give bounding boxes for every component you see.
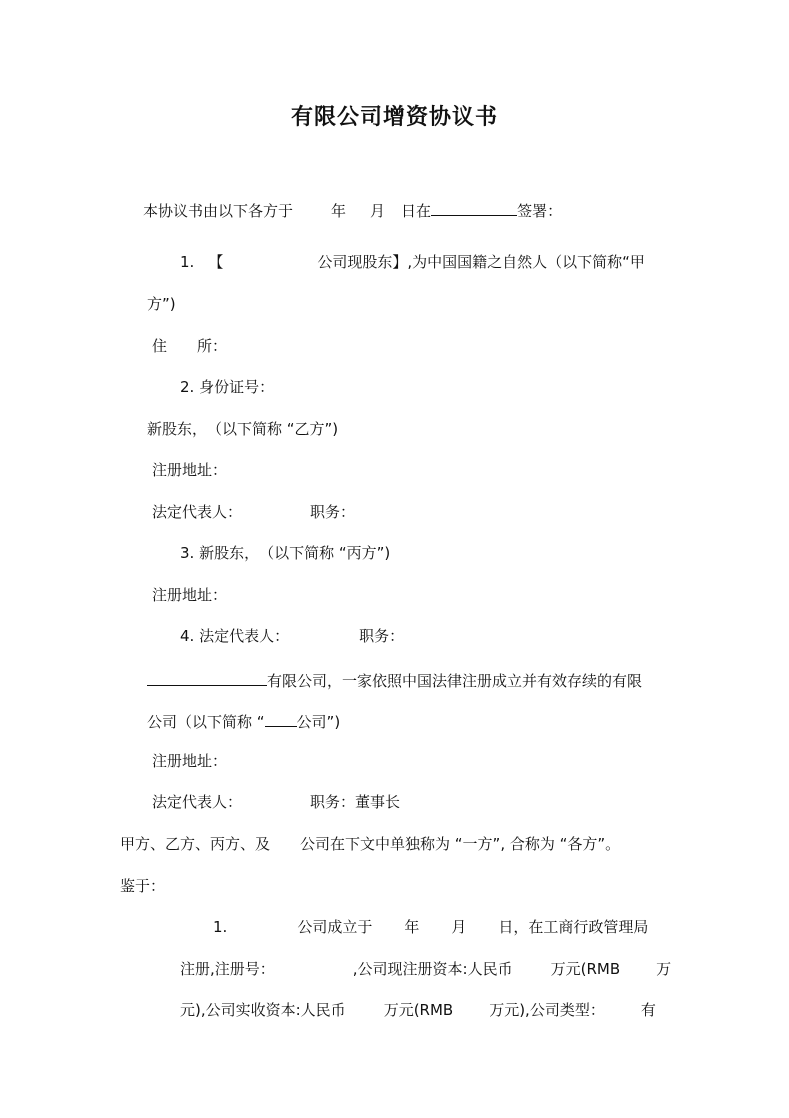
parties-note-prefix: 甲方、乙方、丙方、及 (120, 835, 271, 853)
party-c-name: 3. 新股东， （以下简称 “丙方”) (180, 544, 391, 562)
company-abbr-blank[interactable] (265, 709, 297, 727)
party-a-desc-cont: 方”) (147, 295, 176, 313)
clause1-line3 (180, 1000, 656, 1020)
year-label: 年 (404, 918, 420, 936)
reg-no-label: 注册,注册号： (180, 960, 275, 978)
clause1-line1 (213, 917, 648, 937)
company-reg-address: 注册地址： (152, 752, 228, 770)
party-c-reg-address: 注册地址： (152, 586, 228, 604)
whereas-heading: 鉴于： (120, 877, 166, 895)
company-name-blank[interactable] (147, 668, 267, 686)
legal-rep-label: 法定代表人： (152, 793, 243, 811)
wan-rmb-label: 万元(RMB (383, 1001, 454, 1019)
intro-year: 年 (331, 202, 347, 220)
established-label: 公司成立于 (297, 918, 373, 936)
position-label: 职务：董事长 (310, 793, 401, 811)
company-type-label: 万元),公司类型： (489, 1001, 605, 1019)
wan-rmb-label: 万元(RMB (550, 960, 621, 978)
party-a-address: 住 所： (152, 337, 228, 355)
position-label: 职务： (359, 627, 405, 645)
company-abbr-suffix: 公司”) (296, 713, 341, 731)
intro-month: 月 (370, 202, 386, 220)
position-label: 职务： (310, 503, 356, 521)
party-b-legal-rep-line (152, 502, 355, 522)
month-label: 月 (451, 918, 467, 936)
company-desc-cont (147, 709, 340, 732)
company-desc-line (147, 668, 642, 691)
intro-prefix: 本协议书由以下各方于 (143, 202, 294, 220)
company-legal-rep-line (152, 792, 400, 812)
day-label: 日，在工商行政管理局 (498, 918, 649, 936)
parties-note-line (120, 834, 620, 854)
bracket-close: 】 (392, 253, 408, 271)
paid-capital-label: 元),公司实收资本:人民币 (180, 1001, 346, 1019)
intro-suffix: 签署： (517, 202, 563, 220)
clause1-line2 (180, 959, 671, 979)
party-a-id-number: 2. 身份证号： (180, 378, 275, 396)
intro-line (143, 198, 562, 221)
wan-label: 万 (656, 960, 672, 978)
party-b-name: 新股东， （以下简称 “乙方”) (147, 420, 339, 438)
company-holder: 公司现股东 (317, 253, 393, 271)
company-desc: 有限公司，一家依照中国法律注册成立并有效存续的有限 (267, 672, 643, 690)
place-blank[interactable] (431, 198, 517, 216)
company-abbr-prefix: 公司（以下简称 “ (147, 713, 265, 731)
party-c-legal-rep-line (180, 626, 404, 646)
document-title: 有限公司增资协议书 (290, 104, 498, 130)
party-b-reg-address: 注册地址： (152, 461, 228, 479)
capital-label: ,公司现注册资本:人民币 (352, 960, 513, 978)
clause-number: 1. (213, 918, 228, 936)
party-a-desc: ,为中国国籍之自然人（以下简称“甲 (407, 253, 645, 271)
intro-day-at: 日在 (401, 202, 432, 220)
bracket-open: 【 (208, 253, 224, 271)
item-number: 1. (180, 253, 195, 271)
legal-rep-label: 法定代表人： (152, 503, 243, 521)
parties-note-suffix: 公司在下文中单独称为 “一方”, 合称为 “各方”。 (300, 835, 621, 853)
legal-rep-label: 4. 法定代表人： (180, 627, 290, 645)
company-type-value: 有 (640, 1001, 656, 1019)
party-a-line (180, 252, 645, 272)
